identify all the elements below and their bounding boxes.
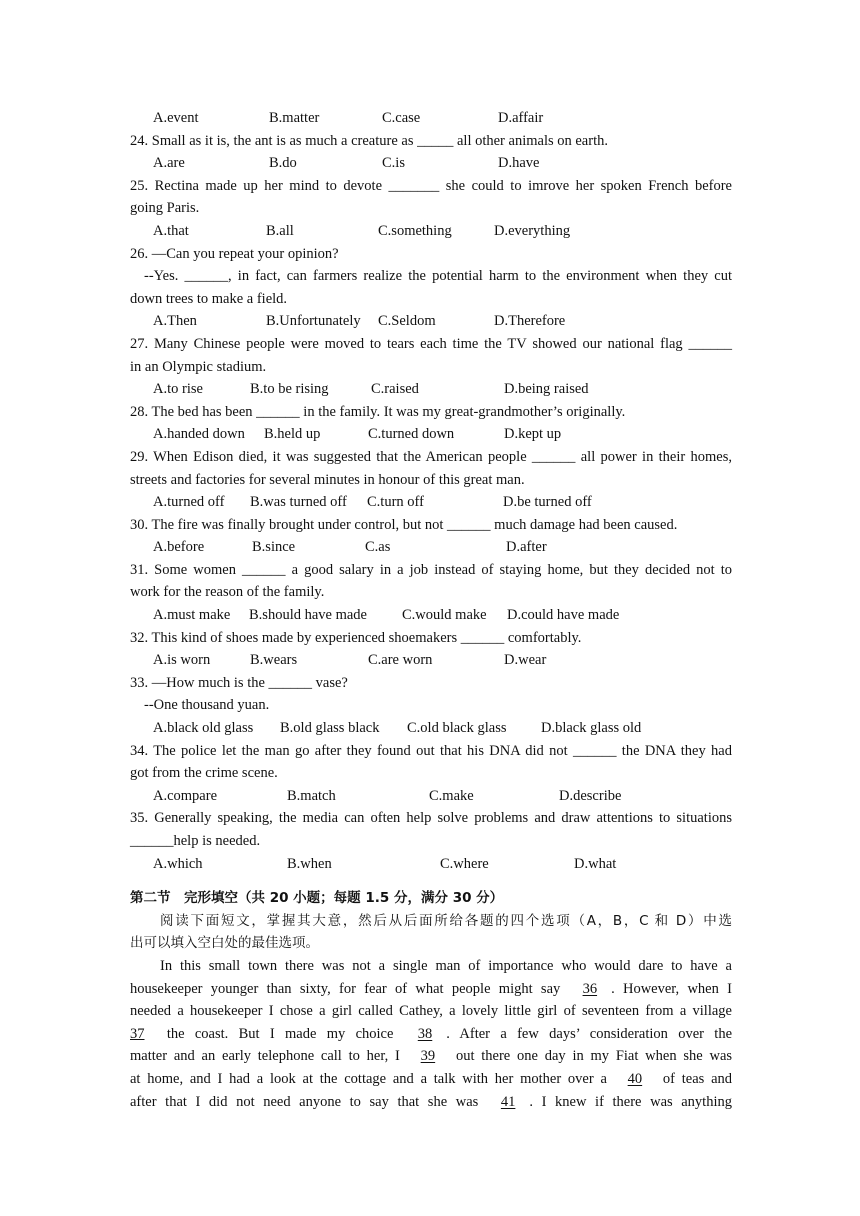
q30-stem: 30. The fire was finally brought under control, but not ______ much damage had been caused. (130, 516, 678, 533)
q28-stem: 28. The bed has been ______ in the family. It was my great-grandmother’s originally. (130, 403, 626, 420)
option: D.wear (504, 652, 547, 669)
option: D.could have made (507, 607, 620, 624)
option: A.Then (153, 313, 197, 330)
option: A.handed down (153, 426, 245, 443)
option: C.Seldom (378, 313, 436, 330)
q31-stem-line2: work for the reason of the family. (130, 584, 325, 601)
q34-stem-line1: 34. The police let the man go after they found out that his DNA did not ______ the DNA they had (130, 742, 732, 759)
passage-text: housekeeper younger than sixty, for fear of what people might say (130, 980, 561, 997)
q25-stem-line2: going Paris. (130, 200, 200, 217)
q26-stem-line3: down trees to make a field. (130, 290, 288, 307)
q33-stem-line1: 33. —How much is the ______ vase? (130, 674, 348, 691)
blank-41: 41 (500, 1093, 516, 1110)
option: B.Unfortunately (266, 313, 361, 330)
q29-options (130, 491, 732, 514)
passage-line3: needed a housekeeper I chose a girl called Cathey, a lovely little girl of seventeen from a village (130, 1003, 732, 1020)
option: C.where (440, 855, 489, 872)
option: D.everything (494, 222, 571, 239)
q32-options (130, 649, 732, 672)
option: C.turn off (367, 494, 424, 511)
option: C.something (378, 222, 452, 239)
q34-options (130, 785, 732, 808)
option: C.raised (371, 381, 419, 398)
passage-line7 (130, 1091, 732, 1114)
passage-text: matter and an early telephone call to her, I (130, 1048, 400, 1065)
passage-line5 (130, 1045, 732, 1068)
option: B.to be rising (250, 381, 329, 398)
q27-stem-line2: in an Olympic stadium. (130, 358, 267, 375)
option: A.must make (153, 607, 231, 624)
q25-stem-line1: 25. Rectina made up her mind to devote _______ she could to imrove her spoken French before (130, 177, 732, 194)
q33-stem-line2: --One thousand yuan. (144, 697, 270, 714)
section-instructions-line2: 出可以填入空白处的最佳选项。 (130, 935, 319, 952)
q33-options (130, 717, 732, 740)
option: B.since (252, 539, 296, 556)
passage-line2 (130, 978, 732, 1001)
q32-stem: 32. This kind of shoes made by experienced shoemakers ______ comfortably. (130, 629, 582, 646)
exam-page (130, 107, 732, 1113)
passage-text: after that I did not need anyone to say that she was (130, 1093, 479, 1110)
q31-options (130, 604, 732, 627)
option: A.to rise (153, 381, 203, 398)
passage-line4 (130, 1023, 732, 1046)
option: C.turned down (368, 426, 455, 443)
option: B.old glass black (280, 720, 380, 737)
option: A.compare (153, 787, 218, 804)
option: A.black old glass (153, 720, 254, 737)
q29-stem-line2: streets and factories for several minutes in honour of this great man. (130, 471, 525, 488)
option: D.black glass old (541, 720, 642, 737)
option: C.are worn (368, 652, 433, 669)
q24-options (130, 152, 732, 175)
option: B.wears (250, 652, 298, 669)
option: A.turned off (153, 494, 225, 511)
passage-text: . However, when I (611, 980, 732, 997)
q26-options (130, 310, 732, 333)
option: D.kept up (504, 426, 562, 443)
option: C.case (382, 110, 421, 126)
section-instructions-line1: 阅读下面短文，掌握其大意，然后从后面所给各题的四个选项（A，B，C 和 D）中选 (160, 912, 732, 929)
blank-37: 37 (130, 1025, 145, 1042)
q28-options (130, 423, 732, 446)
option: D.what (574, 855, 617, 872)
option: D.be turned off (503, 494, 592, 511)
option: B.should have made (249, 607, 367, 624)
option: D.describe (559, 787, 622, 804)
q26-stem-line1: 26. —Can you repeat your opinion? (130, 245, 339, 262)
option: A.which (153, 855, 203, 872)
option: C.is (382, 155, 405, 172)
option: B.matter (269, 110, 320, 126)
option: C.make (429, 787, 474, 804)
option: C.would make (402, 607, 487, 624)
passage-text: out there one day in my Fiat when she was (455, 1048, 733, 1065)
blank-38: 38 (417, 1025, 433, 1042)
q24-stem: 24. Small as it is, the ant is as much a creature as _____ all other animals on earth. (130, 132, 608, 149)
blank-40: 40 (627, 1070, 643, 1087)
q23-options (130, 107, 732, 130)
blank-36: 36 (582, 980, 598, 997)
option: B.all (266, 222, 294, 239)
q35-stem-line1: 35. Generally speaking, the media can often help solve problems and draw attentions to situations (130, 810, 732, 827)
option: B.do (269, 155, 297, 172)
q26-stem-line2: --Yes. ______, in fact, can farmers realize the potential harm to the environment when they cut (144, 268, 732, 285)
option: D.affair (498, 110, 544, 126)
option: D.have (498, 155, 540, 172)
option: A.are (153, 155, 185, 172)
passage-text: at home, and I had a look at the cottage and a talk with her mother over a (130, 1070, 607, 1087)
q35-stem-line2: ______help is needed. (130, 833, 261, 849)
option: B.was turned off (250, 494, 347, 511)
q30-options (130, 536, 732, 559)
option: A.before (153, 539, 205, 556)
q27-options (130, 378, 732, 401)
option: C.old black glass (407, 720, 507, 737)
q27-stem-line1: 27. Many Chinese people were moved to tears each time the TV showed our national flag ______ (130, 335, 732, 352)
passage-text: . I knew if there was anything (529, 1093, 732, 1110)
option: A.is worn (153, 652, 211, 669)
passage-line1: In this small town there was not a single man of importance who would dare to have a (160, 957, 732, 974)
option: D.Therefore (494, 313, 566, 330)
q34-stem-line2: got from the crime scene. (130, 765, 278, 782)
passage-text: the coast. But I made my choice (166, 1025, 394, 1042)
option: B.when (287, 855, 332, 872)
passage-line6 (130, 1068, 732, 1091)
q29-stem-line1: 29. When Edison died, it was suggested that the American people ______ all power in their homes, (130, 448, 732, 465)
option: D.after (506, 539, 547, 556)
section-title: 第二节 完形填空（共 20 小题；每题 1.5 分，满分 30 分） (130, 890, 504, 907)
option: B.match (287, 787, 336, 804)
option: D.being raised (504, 381, 589, 398)
option: B.held up (264, 426, 321, 443)
option: C.as (365, 539, 391, 556)
option: A.that (153, 222, 189, 239)
option: A.event (153, 110, 199, 126)
q35-options (130, 853, 732, 876)
q25-options (130, 220, 732, 243)
passage-text: of teas and (662, 1070, 733, 1087)
q31-stem-line1: 31. Some women ______ a good salary in a job instead of staying home, but they decided not to (130, 561, 732, 578)
passage-text: . After a few days’ consideration over the (446, 1025, 733, 1042)
blank-39: 39 (420, 1048, 436, 1065)
